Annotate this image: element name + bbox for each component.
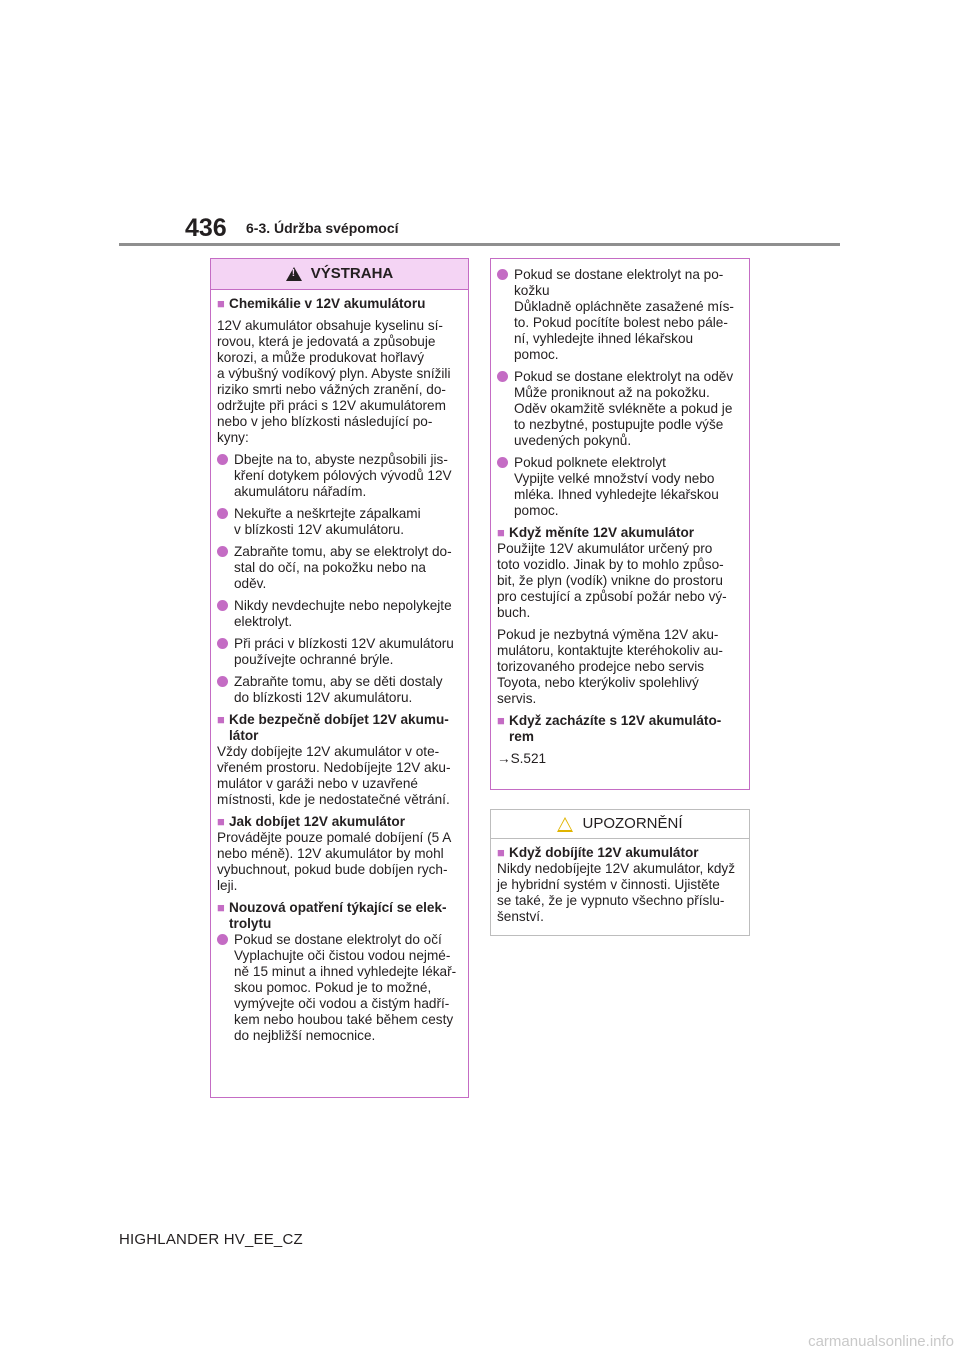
notice-box: [490, 809, 750, 936]
list-item-text: Dbejte na to, abyste nezpůsobili jis- kření dotykem pólových vývodů 12V akumulátoru nářadím.: [234, 452, 452, 499]
list-item: [497, 267, 743, 363]
round-bullet-icon: [217, 508, 228, 519]
list-item: [497, 455, 743, 519]
section-heading: [497, 713, 743, 745]
section-heading-text: Když zacházíte s 12V akumuláto- rem: [509, 713, 722, 744]
section-heading: [497, 845, 743, 861]
list-item: [217, 932, 462, 1044]
list-item-text: Pokud se dostane elektrolyt na po- kožku Důkladně opláchněte zasažené mís- to. Pokud pocítíte bolest nebo pále- ní, vyhledejte ihned lékařskou pomoc.: [514, 267, 734, 362]
square-bullet-icon: ■: [497, 845, 505, 860]
paragraph: Provádějte pouze pomalé dobíjení (5 A nebo méně). 12V akumulátor by mohl vybuchnout, pokud bude dobíjen rych- leji.: [217, 830, 452, 893]
section-heading: [217, 296, 462, 312]
paragraph: Nikdy nedobíjejte 12V akumulátor, když je hybridní systém v činnosti. Ujistěte se také, že je vypnuto všechno příslu- šenství.: [497, 861, 736, 924]
round-bullet-icon: [217, 934, 228, 945]
round-bullet-icon: [217, 638, 228, 649]
list-item-text: Pokud polknete elektrolyt Vypijte velké množství vody nebo mléka. Ihned vyhledejte lékařskou pomoc.: [514, 455, 719, 518]
list-item: [217, 544, 462, 592]
paragraph: 12V akumulátor obsahuje kyselinu sí- rovou, která je jedovatá a způsobuje korozi, a může produkovat hořlavý a výbušný vodíkový plyn. Abyste snížili riziko smrti nebo vážných zranění, do- održujte při práci s 12V akumulátorem nebo v jeho blízkosti následující po- kyny:: [217, 318, 451, 445]
list-item-text: Zabraňte tomu, aby se děti dostaly do blízkosti 12V akumulátoru.: [234, 674, 443, 705]
round-bullet-icon: [497, 269, 508, 280]
notice-box-header: [491, 810, 749, 839]
warning-box-left: [210, 258, 469, 1098]
caution-triangle-icon: [557, 817, 573, 832]
square-bullet-icon: ■: [497, 525, 505, 540]
list-item: [217, 598, 462, 630]
list-item-text: Při práci v blízkosti 12V akumulátoru používejte ochranné brýle.: [234, 636, 454, 667]
section-heading: [217, 900, 462, 932]
round-bullet-icon: [497, 457, 508, 468]
page-reference-link[interactable]: →S.521: [497, 751, 547, 766]
round-bullet-icon: [217, 600, 228, 611]
paragraph: Pokud je nezbytná výměna 12V aku- mulátoru, kontaktujte kteréhokoliv au- torizovaného prodejce nebo servis Toyota, nebo kterýkoliv spolehlivý servis.: [497, 627, 723, 706]
round-bullet-icon: [217, 676, 228, 687]
list-item-text: Nekuřte a neškrtejte zápalkami v blízkosti 12V akumulátoru.: [234, 506, 421, 537]
watermark: carmanualsonline.info: [808, 1333, 954, 1350]
list-item: [217, 674, 462, 706]
section-heading-text: Když měníte 12V akumulátor: [509, 525, 695, 540]
section-heading: [497, 525, 743, 541]
warning-triangle-icon: [286, 267, 302, 281]
list-item: [217, 636, 462, 668]
footer-model-code: HIGHLANDER HV_EE_CZ: [119, 1231, 303, 1248]
section-heading: [217, 814, 462, 830]
warning-box-right: [490, 258, 750, 790]
section-heading-text: Nouzová opatření týkající se elek- trolytu: [229, 900, 447, 931]
list-item-text: Pokud se dostane elektrolyt na oděv Může proniknout až na pokožku. Oděv okamžitě svlékněte a pokud je to nezbytné, postupujte podle výše uvedených pokynů.: [514, 369, 734, 448]
square-bullet-icon: ■: [217, 712, 225, 727]
section-heading-text: Chemikálie v 12V akumulátoru: [229, 296, 426, 311]
square-bullet-icon: ■: [217, 296, 225, 311]
section-heading-text: Když dobíjíte 12V akumulátor: [509, 845, 699, 860]
round-bullet-icon: [217, 546, 228, 557]
paragraph: Použijte 12V akumulátor určený pro toto vozidlo. Jinak by to mohlo způso- bit, že plyn (vodík) vnikne do prostoru pro cestující a způsobí požár nebo vý- buch.: [497, 541, 727, 620]
square-bullet-icon: ■: [217, 814, 225, 829]
paragraph: Vždy dobíjejte 12V akumulátor v ote- vřeném prostoru. Nedobíjejte 12V aku- mulátor v garáži nebo v uzavřené místnosti, kde je nedostatečné větrání.: [217, 744, 451, 807]
square-bullet-icon: ■: [217, 900, 225, 915]
section-title: 6-3. Údržba svépomocí: [246, 220, 399, 236]
list-item: [217, 452, 462, 500]
round-bullet-icon: [497, 371, 508, 382]
round-bullet-icon: [217, 454, 228, 465]
list-item-text: Pokud se dostane elektrolyt do očí Vyplachujte oči čistou vodou nejmé- ně 15 minut a ihned vyhledejte lékař- skou pomoc. Pokud je to možné, vymývejte oči vodou a čistým hadří- kem nebo houbou také během cesty do nejbližší nemocnice.: [234, 932, 457, 1043]
section-heading-text: Jak dobíjet 12V akumulátor: [229, 814, 406, 829]
section-heading: [217, 712, 462, 744]
warning-title: VÝSTRAHA: [310, 265, 394, 282]
list-item: [217, 506, 462, 538]
list-item-text: Zabraňte tomu, aby se elektrolyt do- stal do očí, na pokožku nebo na oděv.: [234, 544, 452, 591]
notice-title: UPOZORNĚNÍ: [582, 815, 683, 832]
page-number: 436: [185, 214, 227, 242]
list-item-text: Nikdy nevdechujte nebo nepolykejte elektrolyt.: [234, 598, 452, 629]
list-item: [497, 369, 743, 449]
section-heading-text: Kde bezpečně dobíjet 12V akumu- látor: [229, 712, 449, 743]
header-rule: [119, 243, 840, 246]
warning-box-header: [211, 259, 468, 290]
square-bullet-icon: ■: [497, 713, 505, 728]
